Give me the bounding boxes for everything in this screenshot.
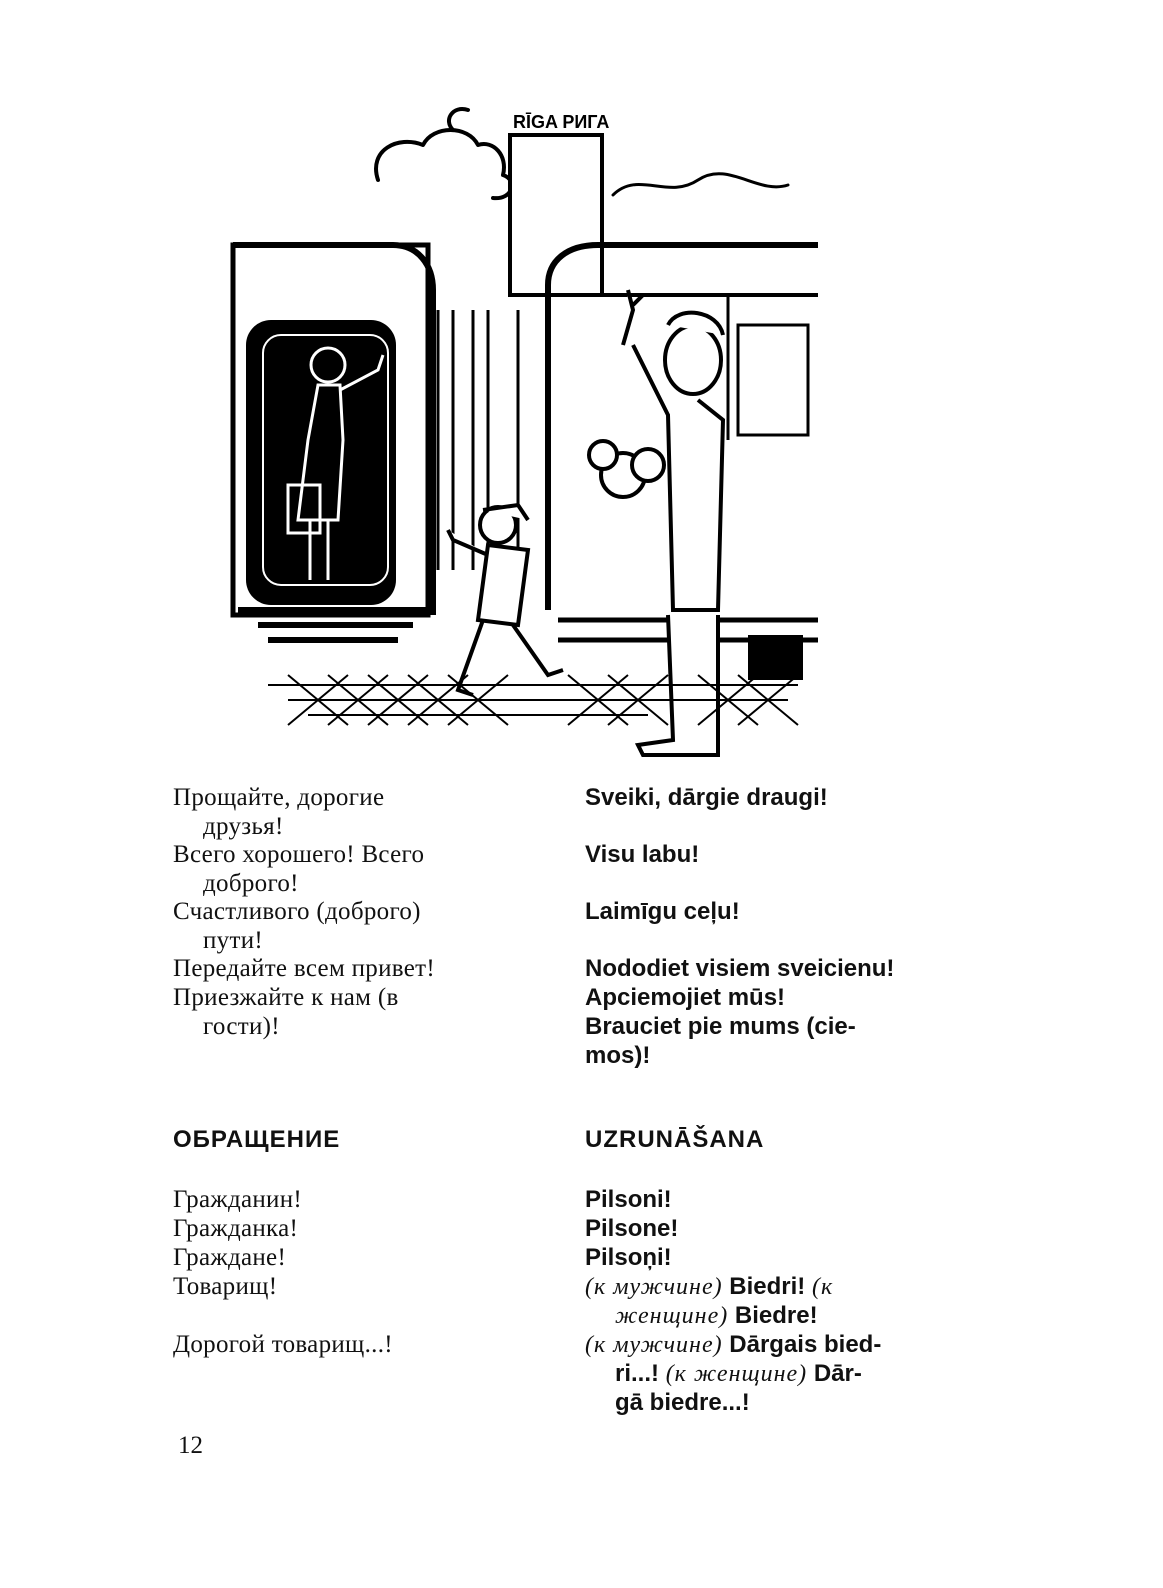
phrase-ru: Счастливого (доброго) пути! [173,898,421,954]
tower-sign: RĪGA РИГА [513,112,610,132]
phrase-ru: Граждане! [173,1244,287,1271]
phrase-lv: женщине) Biedre! [615,1302,818,1329]
section-heading-ru: ОБРАЩЕНИЕ [173,1126,341,1153]
phrase-ru: Гражданин! [173,1186,303,1213]
phrase-ru: Всего хорошего! Всего доброго! [173,841,425,897]
phrase-ru: Передайте всем привет! [173,955,435,982]
phrase-lv: Laimīgu ceļu! [585,898,740,925]
phrase-lv: Apciemojiet mūs! [585,984,786,1011]
phrase-ru: Гражданка! [173,1215,299,1242]
phrase-lv: Pilsoni! [585,1186,672,1213]
phrase-ru: Дорогой товарищ...! [173,1331,393,1358]
phrase-ru: Приезжайте к нам (в гости)! [173,984,399,1040]
phrase-lv: Brauciet pie mums (cie- mos)! [585,1013,856,1069]
section-heading-lv: UZRUNĀŠANA [585,1126,765,1153]
left-carriage [233,245,433,640]
cloud [376,130,512,198]
phrase-lv: gā biedre...! [615,1389,750,1416]
phrase-lv: Pilsoņi! [585,1244,672,1271]
phrase-lv: (к мужчине) Biedri! (к [585,1273,834,1300]
phrase-ru: Прощайте, дорогие друзья! [173,784,385,840]
phrase-ru: Товарищ! [173,1273,278,1300]
phrase-lv: Visu labu! [585,841,700,868]
phrase-lv: Sveiki, dārgie draugi! [585,784,828,811]
farewell-illustration [228,100,828,760]
station-tower [510,135,602,295]
phrase-lv: Nododiet visiem sveicienu! [585,955,895,982]
page-number: 12 [178,1432,203,1459]
phrase-lv: Pilsone! [585,1215,679,1242]
phrase-lv: (к мужчине) Dārgais bied- [585,1331,882,1358]
phrase-lv: ri...! (к женщине) Dār- [615,1360,862,1387]
